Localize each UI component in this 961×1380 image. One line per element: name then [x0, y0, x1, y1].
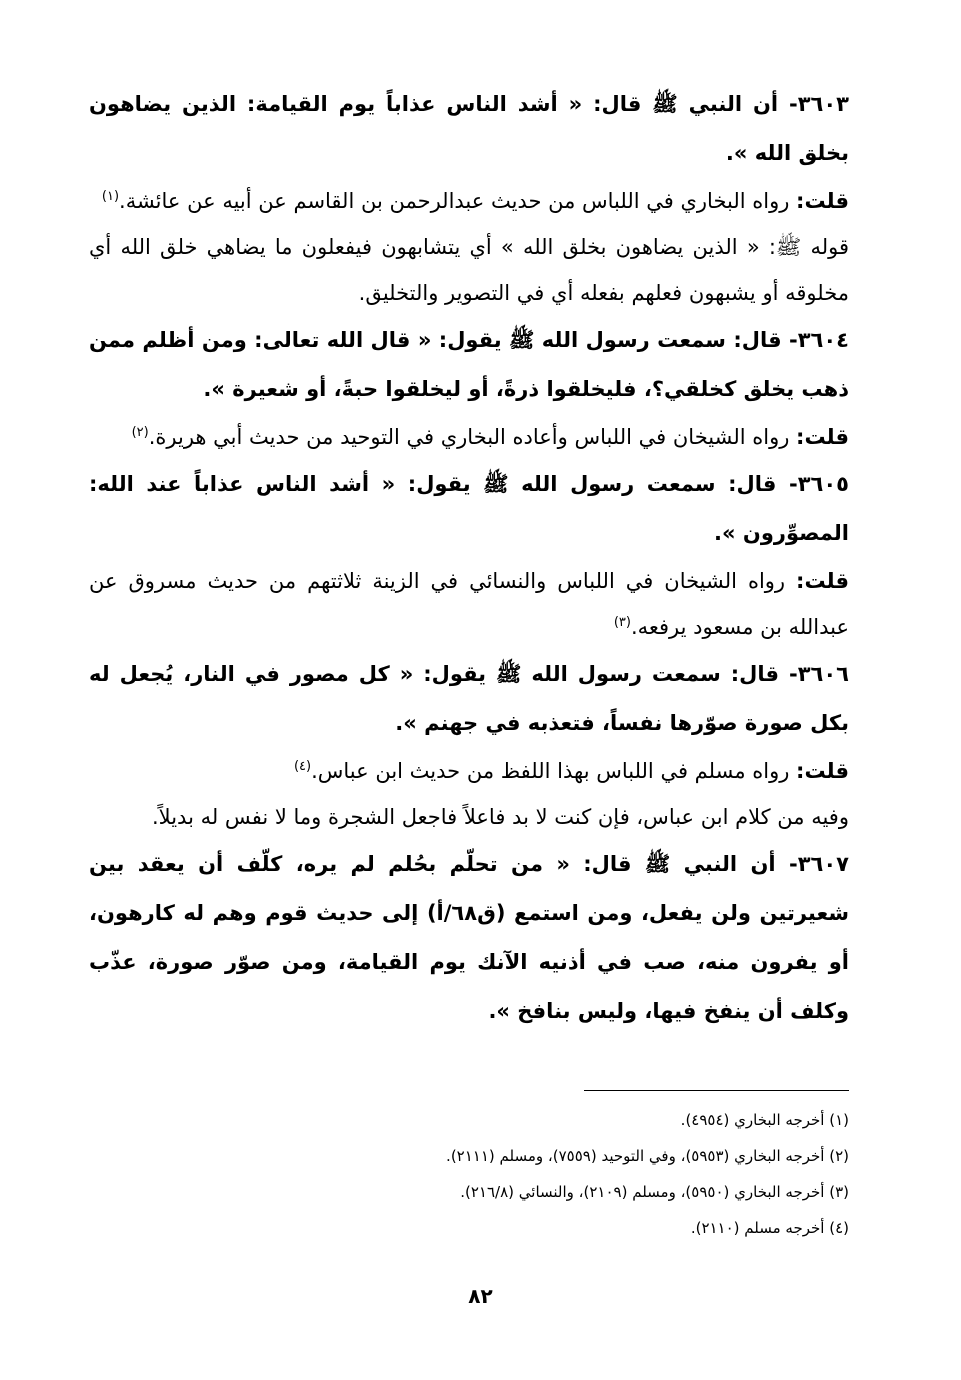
footnote-divider — [584, 1090, 849, 1091]
footnotes — [89, 1102, 849, 1246]
page-number: ٨٢ — [468, 1284, 493, 1308]
footnote-ref-2: (٢) — [131, 425, 149, 440]
hadith-3603-commentary: قوله ﷺ: « الذين يضاهون بخلق الله » أي يتشابهون فيفعلون ما يضاهي خلق الله أي مخلوقه أو يشبهون فعلهم بفعله أي في التصوير والتخليق. — [89, 235, 849, 305]
page-body — [89, 80, 849, 1036]
footnote-2: (٢) أخرجه البخاري (٥٩٥٣)، وفي التوحيد (٧٥٥٩)، ومسلم (٢١١١). — [446, 1147, 849, 1165]
hadith-3606-note — [89, 748, 849, 794]
note-lead: قلت: — [796, 189, 849, 213]
footnote-ref-3: (٣) — [613, 615, 631, 630]
note-text: رواه الشيخان في اللباس والنسائي في الزينة ثلاثتهم من حديث مسروق عن عبدالله بن مسعود يرفعه. — [89, 569, 849, 639]
note-lead: قلت: — [796, 425, 849, 449]
hadith-3606-extra: وفيه من كلام ابن عباس، فإن كنت لا بد فاعلاً فاجعل الشجرة وما لا نفس له بديلاً. — [152, 805, 849, 829]
hadith-3603-note — [89, 178, 849, 224]
footnote-3: (٣) أخرجه البخاري (٥٩٥٠)، ومسلم (٢١٠٩)، والنسائي (٢١٦/٨). — [460, 1183, 849, 1201]
hadith-3603: ٣٦٠٣- أن النبي ﷺ قال: « أشد الناس عذاباً يوم القيامة: الذين يضاهون بخلق الله ». — [89, 92, 849, 165]
hadith-3606: ٣٦٠٦- قال: سمعت رسول الله ﷺ يقول: « كل مصور في النار، يُجعل له بكل صورة صوّرها نفساً، فتعذبه في جهنم ». — [89, 662, 849, 735]
hadith-3605: ٣٦٠٥- قال: سمعت رسول الله ﷺ يقول: « أشد الناس عذاباً عند الله: المصوِّرون ». — [89, 472, 849, 545]
hadith-3605-note — [89, 558, 849, 650]
footnote-4: (٤) أخرجه مسلم (٢١١٠). — [690, 1219, 849, 1237]
footnote-ref-4: (٤) — [293, 759, 312, 774]
hadith-3604: ٣٦٠٤- قال: سمعت رسول الله ﷺ يقول: « قال الله تعالى: ومن أظلم ممن ذهب يخلق كخلقي؟، فليخلقوا ذرةً، أو ليخلقوا حبةً، أو شعيرة ». — [89, 328, 849, 401]
note-text: رواه الشيخان في اللباس وأعاده البخاري في التوحيد من حديث أبي هريرة. — [148, 425, 797, 449]
note-lead: قلت: — [796, 569, 849, 593]
footnote-1: (١) أخرجه البخاري (٤٩٥٤). — [680, 1111, 849, 1129]
note-lead: قلت: — [796, 759, 849, 783]
hadith-3607: ٣٦٠٧- أن النبي ﷺ قال: « من تحلّم بحُلم لم يره، كلّف أن يعقد بين شعيرتين ولن يفعل، ومن استمع (ق٦٨/أ) إلى حديث قوم وهم له كارهون، أو يفرون منه، صب في أذنيه الآنك يوم القيامة، ومن صوّر صورة، عذّب وكلف أن ينفخ فيها، وليس بنافخ ». — [89, 852, 849, 1023]
footnote-ref-1: (١) — [101, 189, 120, 204]
hadith-3604-note — [89, 414, 849, 460]
note-text: رواه البخاري في اللباس من حديث عبدالرحمن بن القاسم عن أبيه عن عائشة. — [119, 189, 797, 213]
note-text: رواه مسلم في اللباس بهذا اللفظ من حديث ابن عباس. — [311, 759, 797, 783]
